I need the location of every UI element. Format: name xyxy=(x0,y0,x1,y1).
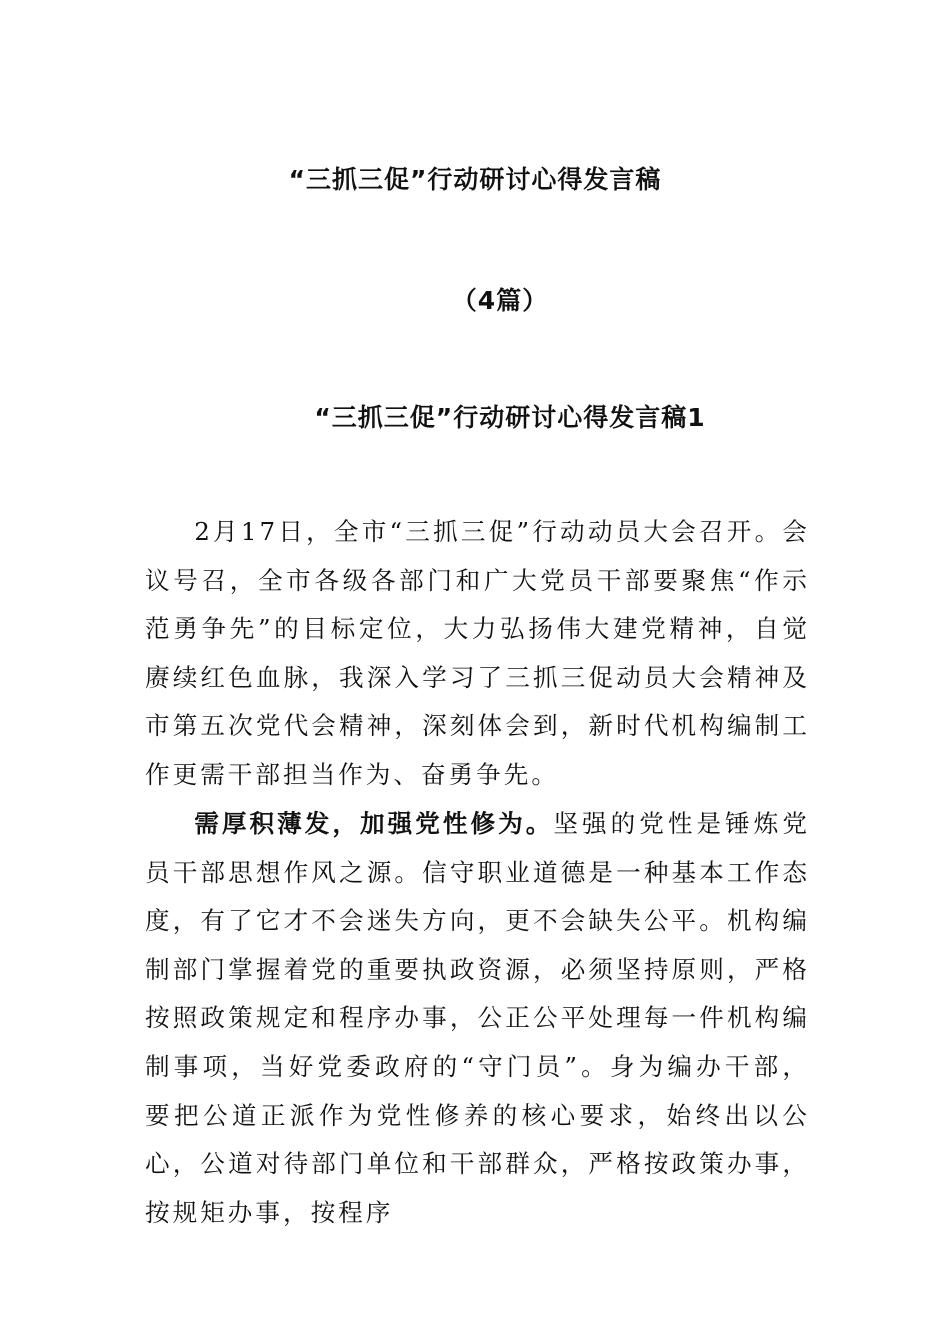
paragraph-2 xyxy=(145,800,810,1237)
paragraph-1 xyxy=(145,508,810,800)
paragraph-2-lead: 需厚积薄发，加强党性修为。 xyxy=(194,809,554,838)
main-title: “三抓三促”行动研讨心得发言稿 xyxy=(288,165,662,194)
section-title: “三抓三促”行动研讨心得发言稿1 xyxy=(314,403,706,432)
paragraph-2-text: 坚强的党性是锤炼党员干部思想作风之源。信守职业道德是一种基本工作态度，有了它才不会迷失方向，更不会缺失公平。机构编制部门掌握着党的重要执政资源，必须坚持原则，严格按照政策规定和程序办事，公正公平处理每一件机构编制事项，当好党委政府的“守门员”。身为编办干部，要把公道正派作为党性修养的核心要求，始终出以公心，公道对待部门单位和干部群众，严格按政策办事，按规矩办事，按程序 xyxy=(145,809,810,1227)
paragraph-1-text: 2月17日，全市“三抓三促”行动动员大会召开。会议号召，全市各级各部门和广大党员干部要聚焦“作示范勇争先”的目标定位，大力弘扬伟大建党精神，自觉赓续红色血脉，我深入学习了三抓三促动员大会精神及市第五次党代会精神，深刻体会到，新时代机构编制工作更需干部担当作为、奋勇争先。 xyxy=(145,517,810,789)
count-label: （4篇） xyxy=(451,286,549,315)
